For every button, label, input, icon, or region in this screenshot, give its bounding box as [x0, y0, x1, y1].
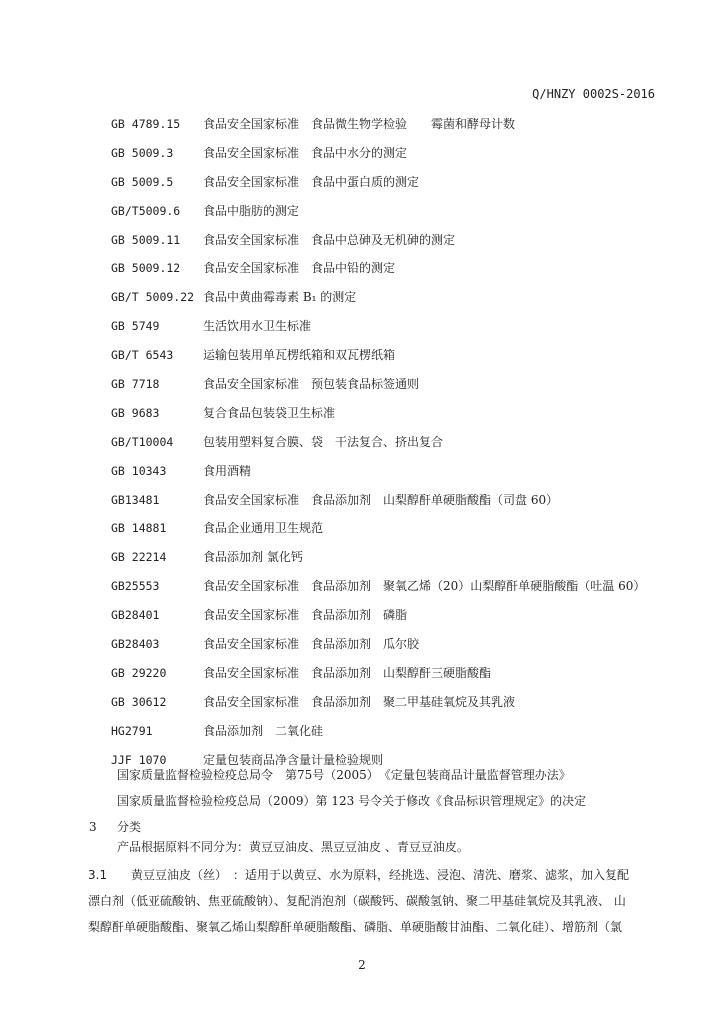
document-id: Q/HNZY 0002S-2016 — [532, 87, 655, 101]
reference-item — [0, 232, 724, 261]
reference-item — [0, 116, 724, 145]
reference-item — [0, 347, 724, 376]
reference-title: 复合食品包装袋卫生标准 — [203, 405, 336, 420]
regulation-decree: 国家质量监督检验检疫总局令 第75号（2005） 《定量包装商品计量监督管理办法》 — [117, 768, 571, 782]
reference-title: 食品中黄曲霉毒素 B₁ 的测定 — [203, 290, 357, 305]
reference-item — [0, 203, 724, 232]
reference-code: JJF 1070 — [111, 752, 167, 767]
reference-code: GB 5009.12 — [111, 261, 181, 276]
reference-title: 食品企业通用卫生规范 — [203, 521, 324, 536]
reference-item — [0, 607, 724, 636]
reference-item — [0, 463, 724, 492]
reference-title: 食品安全国家标准 食品添加剂 聚氧乙烯（20）山梨醇酐单硬脂酸酯（吐温 60） — [203, 579, 646, 594]
reference-title: 定量包装商品净含量计量检验规则 — [203, 752, 384, 767]
reference-code: GB 5009.3 — [111, 145, 174, 160]
reference-item — [0, 318, 724, 347]
reference-item — [0, 174, 724, 203]
reference-title: 生活饮用水卫生标准 — [203, 319, 312, 334]
reference-code: GB 7718 — [111, 377, 160, 392]
reference-title: 食品添加剂 氯化钙 — [203, 550, 303, 565]
reference-code: GB 29220 — [111, 665, 167, 680]
page-number: 2 — [358, 958, 366, 972]
subsection-line — [88, 862, 660, 888]
reference-title: 食品安全国家标准 食品添加剂 聚二甲基硅氧烷及其乳液 — [203, 694, 516, 709]
classification-paragraph: 产品根据原料不同分为：黄豆豆油皮、黑豆豆油皮 、青豆豆油皮。 — [117, 840, 469, 854]
reference-item — [0, 289, 724, 318]
reference-item — [0, 492, 724, 521]
section-title: 分类 — [117, 820, 142, 834]
reference-code: GB/T10004 — [111, 434, 174, 449]
reference-code: GB 5749 — [111, 319, 160, 334]
reference-title: 食品安全国家标准 预包装食品标签通则 — [203, 377, 420, 392]
reference-title: 运输包装用单瓦楞纸箱和双瓦楞纸箱 — [203, 348, 396, 363]
reference-code: GB28401 — [111, 608, 160, 623]
reference-code: GB 30612 — [111, 694, 167, 709]
reference-item — [0, 694, 724, 723]
reference-title: 食品安全国家标准 食品中铅的测定 — [203, 261, 396, 276]
reference-code: GB 4789.15 — [111, 117, 181, 131]
reference-title: 食品安全国家标准 食品微生物学检验 霉菌和酵母计数 — [203, 117, 516, 131]
reference-title: 食品安全国家标准 食品中总砷及无机砷的测定 — [203, 232, 456, 247]
reference-code: GB28403 — [111, 637, 160, 652]
subsection-number: 3.1 — [88, 868, 108, 882]
reference-title: 食品安全国家标准 食品添加剂 山梨醇酐单硬脂酸酯（司盘 60） — [203, 492, 559, 507]
normative-references-list — [0, 116, 724, 780]
subsection-line: 梨醇酐单硬脂酸酯、聚氧乙烯山梨醇酐单硬脂酸酯、磷脂、单硬脂酸甘油酯、二氧化硅）、增筋剂（氯 — [88, 920, 623, 934]
reference-item — [0, 636, 724, 665]
reference-title: 食品安全国家标准 食品中水分的测定 — [203, 145, 408, 160]
reference-item — [0, 405, 724, 434]
reference-item — [0, 145, 724, 174]
reference-item — [0, 549, 724, 578]
reference-item — [0, 376, 724, 405]
subsection-line: 漂白剂（低亚硫酸钠、焦亚硫酸钠）、复配消泡剂（碳酸钙、碳酸氢钠、聚二甲基硅氧烷及其乳液、 山 — [88, 894, 626, 908]
reference-title: 食品添加剂 二氧化硅 — [203, 723, 324, 738]
section-number: 3 — [89, 820, 97, 834]
reference-item — [0, 578, 724, 607]
reference-item — [0, 434, 724, 463]
subsection-paragraph — [88, 862, 660, 940]
reference-title: 食用酒精 — [203, 463, 252, 478]
reference-code: GB/T 5009.22 — [111, 290, 195, 305]
regulation-decree: 国家质量监督检验检疫总局（2009）第 123 号令关于修改《食品标识管理规定》的决定 — [117, 794, 587, 808]
reference-title: 食品安全国家标准 食品添加剂 山梨醇酐三硬脂酸酯 — [203, 665, 492, 680]
section-heading — [89, 818, 141, 835]
reference-item — [0, 723, 724, 752]
reference-title: 包装用塑料复合膜、袋 干法复合、挤出复合 — [203, 434, 444, 449]
reference-code: GB 22214 — [111, 550, 167, 565]
subsection-text: 黄豆豆油皮（丝） ：适用于以黄豆、水为原料，经挑选、浸泡、清洗、磨浆、滤浆，加入复配 — [131, 868, 630, 882]
reference-code: GB 10343 — [111, 463, 167, 478]
reference-title: 食品中脂肪的测定 — [203, 203, 300, 218]
reference-title: 食品安全国家标准 食品添加剂 磷脂 — [203, 608, 408, 623]
reference-code: GB 5009.11 — [111, 232, 181, 247]
reference-code: GB 9683 — [111, 405, 160, 420]
reference-item — [0, 665, 724, 694]
reference-item — [0, 260, 724, 289]
reference-code: GB13481 — [111, 492, 160, 507]
reference-code: HG2791 — [111, 723, 153, 738]
reference-title: 食品安全国家标准 食品添加剂 瓜尔胶 — [203, 637, 420, 652]
reference-code: GB 14881 — [111, 521, 167, 536]
reference-item — [0, 520, 724, 549]
reference-code: GB25553 — [111, 579, 160, 594]
reference-code: GB/T 6543 — [111, 348, 174, 363]
reference-code: GB 5009.5 — [111, 174, 174, 189]
reference-title: 食品安全国家标准 食品中蛋白质的测定 — [203, 174, 420, 189]
reference-code: GB/T5009.6 — [111, 203, 181, 218]
